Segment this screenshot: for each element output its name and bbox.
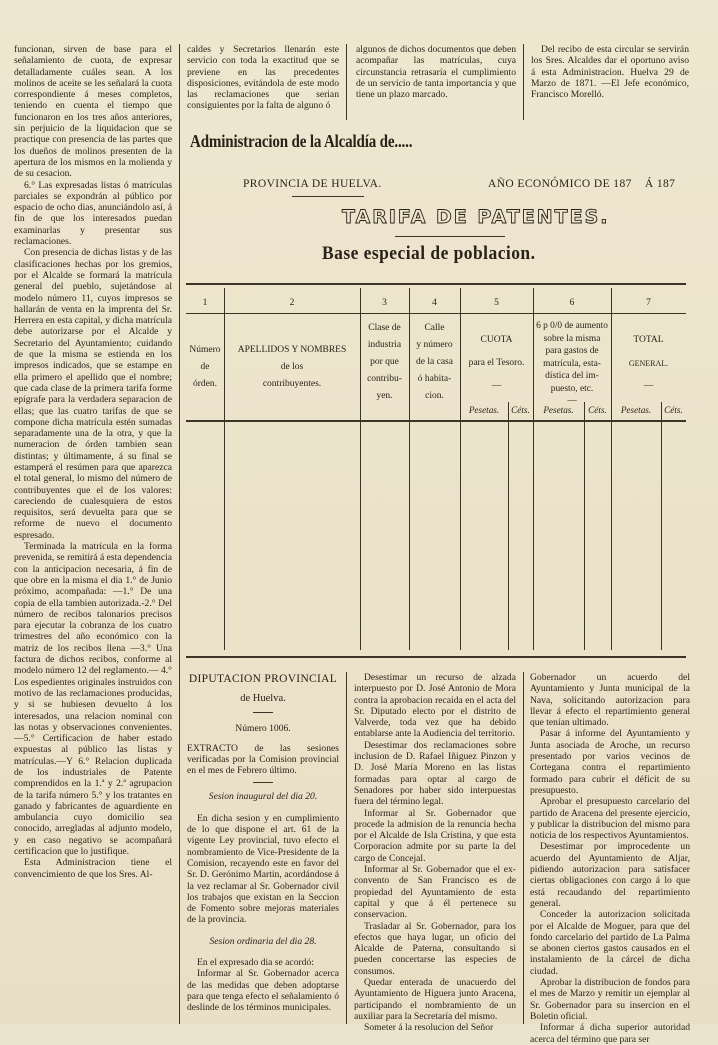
col-number: 6 (569, 298, 575, 308)
title-rule (395, 236, 505, 237)
paragraph: caldes y Secretarios llenarán este servicio con toda la exactitud que se previene en las precedentes disposiciones, evitándola de este modo las reclamaciones que serian consiguientes por la falta de alguno ó (187, 44, 339, 112)
paragraph: Informar al Sr. Gobernador acerca de las medidas que deben adoptarse para que tenga efecto el señalamiento ó deslinde de los términos municipales. (187, 968, 339, 1014)
paragraph: Informar al Sr. Gobernador que procede la admision de la renuncia hecha por el Alcalde de Isla Cristina, y que esta Corporacion admite por su parte la del cargo de Concejal. (354, 807, 516, 864)
header-surcharge: 6 p 0/0 de aumento sobre la misma para gastos de matrícula, esta- dística del im- puesto, etc. — (536, 321, 608, 406)
header-quota: CUOTA para el Tesoro. — (468, 335, 525, 391)
paragraph: Con presencia de dichas listas y de las clasificaciones hechas por los gremios, por el Alcalde se formará la matrícula general del pueblo, sujetándose al modelo número 11, cuyos impresos se hallarán de venta en la imprenta del Sr. Herrera en esta capital, y dicha matrícula debe autorizarse por el Alcalde y Secretario del Ayuntamiento; cuidando de que la misma se estienda en los impresos indicados, que se estampe en ella primero el apellido que el nombre; que cada clase de la primera tarifa forme epígrafe para la verdadera separacion de ellas; que las cuatro tarifas de que se compone dicha matrícula estén sumadas separadamente una de la otra, y que la numeracion de órden tambien sean distintas; y últimamente, á su final se estamperá el resúmen para que aparezca el total general, lo mismo del número de contribuyentes que el de los valores: careciendo de cualesquiera de estos requisitos, será devuelta para que se reforme de nuevo el documento espresado. (14, 247, 172, 541)
bottom-column-4 (530, 672, 690, 1045)
tariff-title: TARIFA DE PATENTES. (342, 206, 610, 228)
unit-cents: Céts. (511, 405, 530, 415)
col-number: 2 (289, 298, 295, 308)
province-label: PROVINCIA DE HUELVA. (243, 178, 382, 190)
separator (253, 712, 273, 713)
paragraph: Terminada la matrícula en la forma prevenida, se remitirá á esta dependencia con la anticipacion necesaria, á fin de que obre en la misma el dia 1.° de Junio próximo, acompañada: —1.° De una copia de ella tambien autorizada.-2.° Del número de recibos talonarios precisos para ejecutar la cobranza de los cuatro trimestres del año económico con la matriz de los recibos llena —3.° Una factura de dichos recibos, conforme al modelo número 12 del reglamento.— 4.° Los espedientes originales instruidos con motivo de las reclamaciones producidas, y si se hubiesen devuelto á los interesados, una relacion nominal con las notas y observaciones convenientes.—5.° Certificacion de haber estado expuestas al público las listas y matrículas.—Y 6.° Relacion duplicada de los industriales de Patente comprendidos en la 1.ª y 2.ª agrupacion de la tarifa número 5.° y los tratantes en ganado y fabricantes de aguardiente en ambulancia cuyo domicilio sea conocido, arregladas al adjunto modelo, y en caso negativo se acompañará certificacion que lo justifique. (14, 541, 172, 858)
paragraph: funcionan, sirven de base para el señalamiento de cuota, de expresar detalladamente cuáles sean. A los molinos de aceite se les señalará la cuota correspondiente á meses completos, teniendo en cuenta el tiempo que funcionaron en los tres años anteriores, sin perjuicio de la liquidacion que se practique con presencia de las partes que los dueños de molinos presenten de la apertura de los mismos en la molienda y de su cesacion. (14, 44, 172, 180)
header-industry-class: Clase de industria por que contribu- yen. (367, 323, 402, 401)
paragraph: Trasladar al Sr. Gobernador, para los efectos que haya lugar, un oficio del Alcalde de Paterna, consultando si pueden concertarse las especies de consumos. (354, 920, 516, 977)
column-divider (523, 672, 524, 1024)
order-number: Número 1006. (235, 723, 291, 735)
paragraph: Desestimar un recurso de alzada interpuesto por D. José Antonio de Mora contra la aprobacion recaida en el acta del Sr. Diputado electo por el distrito de Valverde, toda vez que ha debido entablarse ante la Audiencia del territorio. (354, 672, 516, 740)
table-subdivider (584, 402, 585, 650)
separator (253, 782, 273, 783)
fiscal-year-label: AÑO ECONÓMICO DE 187 Á 187 (488, 178, 676, 190)
paragraph: Quedar enterada de unacuerdo del Ayuntamiento de Higuera junto Aracena, participando el nombramiento de un auxiliar para la Secretaría del mismo. (354, 977, 516, 1022)
table-top-rule (186, 283, 686, 285)
paragraph: Desestimar por improcedente un acuerdo del Ayuntamiento de Aljar, pidiendo autorizacion para satisfacer ciertas obligaciones con cargo á lo que está recaudando del repartimiento general. (530, 841, 690, 909)
bottom-column-3 (354, 672, 516, 1034)
unit-cents: Céts. (664, 405, 683, 415)
paragraph: Pasar á informe del Ayuntamiento y Junta asociada de Aroche, un recurso presentado por varios vecinos de Cortegana contra el repartimiento formado para cubrir el déficit de su presupuesto. (530, 728, 690, 796)
paragraph: Conceder la autorizacion solicitada por el Alcalde de Moguer, para que del fondo carcelario del partido de La Palma se abonen ciertos gastos causados en el instalamiento de la cárcel de dicha ciudad. (530, 909, 690, 977)
header-order-number: Número de órden. (189, 345, 221, 389)
header-names: APELLIDOS Y NOMBRES de los contribuyentes. (237, 345, 347, 389)
paragraph: Desestimar dos reclamaciones sobre inclusion de D. Rafael Iñiguez Pinzon y D. José María Moreno en las listas formadas para optar al cargo de Senadores por haber sido interpuestas fuera del término legal. (354, 739, 516, 808)
paragraph: Someter á la resolucion del Señor (364, 1022, 494, 1034)
paragraph: algunos de dichos documentos que deben acompañar las matrículas, cuya circunstancia retrasaría el cumplimiento de un servicio de tanta importancia y que tiene un plazo marcado. (356, 44, 516, 101)
column-divider (523, 44, 524, 120)
extract: EXTRACTO de las sesiones verificadas por la Comision provincial en el mes de Febrero último. (187, 742, 339, 777)
unit-pesetas: Pesetas. (543, 405, 574, 415)
top-column-3 (356, 44, 516, 122)
col-number: 1 (202, 298, 208, 308)
column-divider (346, 44, 347, 120)
unit-pesetas: Pesetas. (620, 405, 652, 415)
paragraph: En dicha sesion y en cumplimiento de lo que dispone el art. 61 de la vigente Ley provincial, tuvo efecto el nombramiento de Vice-Presidente de la Comision, recayendo este en favor del Sr. D. Gerónimo Martin, acordándose á la vez reclamar al Sr. Gobernador civil los trabajos que existan en la Seccion de Fomento sobre mejoras materiales de la provincia. (187, 812, 339, 926)
table-subdivider (508, 402, 509, 650)
top-column-2 (187, 44, 339, 122)
paragraph: Gobernador un acuerdo del Ayuntamiento y Junta municipal de la Nava, solicitando autorizacion para llevar á efecto el repartimiento general que tenían ultimado. (530, 672, 690, 729)
diputacion-column (187, 672, 339, 1024)
col-number: 5 (494, 298, 499, 308)
col-number: 4 (432, 298, 437, 308)
header-street: Calle y número de la casa ó habita- cion. (416, 323, 453, 401)
paragraph: Aprobar el presupuesto carcelario del partido de Aracena del presente ejercicio, y publicar la distribucion del mismo para noticia de los respectivos Ayuntamientos. (530, 796, 690, 842)
paragraph: Esta Administracion tiene el convencimiento de que los Sres. Al- (14, 857, 172, 880)
diputacion-subtitle: de Huelva. (240, 693, 286, 704)
col-number: 3 (382, 298, 387, 308)
session-heading: Sesion ordinaria del dia 28. (209, 935, 317, 947)
top-column-4 (531, 44, 689, 122)
paragraph: Del recibo de esta circular se servirán los Sres. Alcaldes dar el oportuno aviso á esta Administracion. Huelva 29 de Marzo de 1871. —El Jefe económico, Francisco Morelló. (531, 44, 689, 101)
diputacion-title: DIPUTACION PROVINCIAL (188, 673, 338, 685)
paragraph: En el expresado dia se acordó: (197, 957, 314, 969)
session-heading: Sesion inaugural del dia 20. (208, 791, 318, 803)
column-divider (346, 672, 347, 1024)
table-subtitle: Base especial de poblacion. (322, 243, 536, 264)
unit-pesetas: Pesetas. (468, 405, 500, 415)
col-number: 7 (646, 298, 651, 308)
heading-rule (292, 196, 364, 197)
paragraph: Aprobar la distribucion de fondos para el mes de Marzo y remitir un ejemplar al Sr. Gobernador para su insercion en el Boletin oficial. (530, 977, 690, 1022)
left-text-column (14, 44, 172, 1024)
column-divider (179, 44, 180, 1024)
paragraph: 6.° Las expresadas listas ó matrículas parciales se expondrán al público por espacio de ocho dias, anunciándolo así, á fin de que los interesados puedan examinarlas y presentar sus reclamaciones. (14, 179, 172, 248)
paragraph: Informar á dicha superior autoridad acerca del término que para ser (530, 1022, 690, 1045)
form-heading: Administracion de la Alcaldía de..... (190, 131, 413, 151)
unit-cents: Céts. (588, 405, 607, 415)
table-bottom-rule (186, 656, 686, 658)
table-subdivider (661, 402, 662, 650)
header-total: TOTAL GENERAL. — (628, 335, 669, 391)
paragraph: Informar al Sr. Gobernador que el ex-convento de San Francisco es de propiedad del Ayuntamiento de esta capital y que á él pertenece su conservacion. (354, 864, 516, 921)
